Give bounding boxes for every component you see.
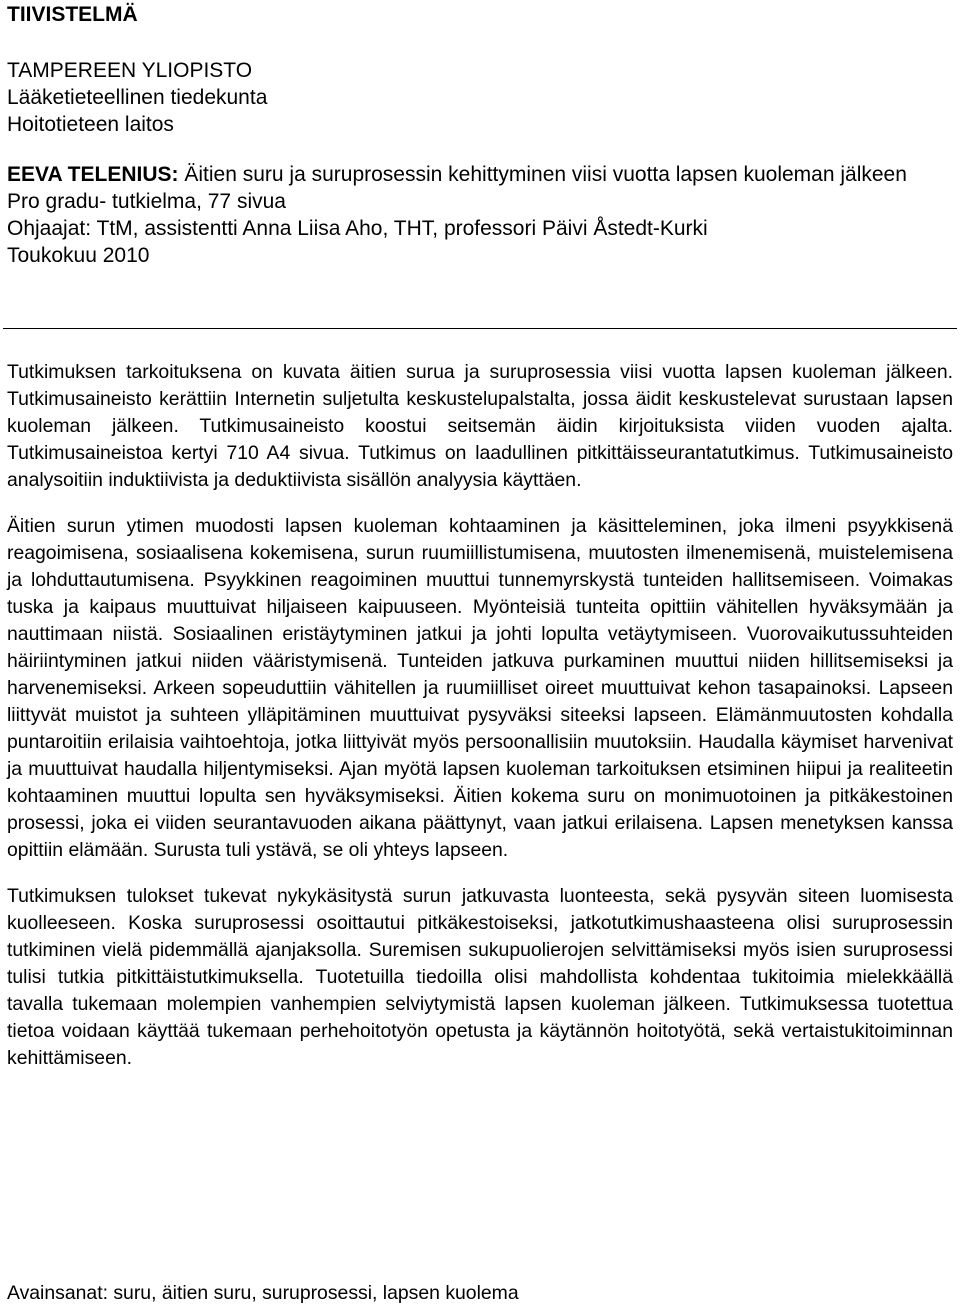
keywords: Avainsanat: suru, äitien suru, suruprosessi, lapsen kuolema	[7, 1282, 519, 1304]
abstract-paragraph-results: Äitien surun ytimen muodosti lapsen kuoleman kohtaaminen ja käsitteleminen, joka ilmeni psyykkisenä reagoimisena, sosiaalisena kokemisena, surun ruumiillistumisena, muutosten ilmenemisenä, muistelemisena ja lohduttautumisena. Psyykkinen reagoiminen muuttui tunnemyrskystä tunteiden hallitsemiseen. Voimakas tuska ja kaipaus muuttuivat hiljaiseen kaipuuseen. Myönteisiä tunteita opittiin vähitellen hyväksymään ja nauttimaan niistä. Sosiaalinen eristäytyminen jatkui ja johti lopulta vetäytymiseen. Vuorovaikutussuhteiden häiriintyminen jatkui niiden vääristymisenä. Tunteiden jatkuva purkaminen muuttui niiden hillitsemiseksi ja harvenemiseksi. Arkeen sopeuduttiin vähitellen ja ruumiilliset oireet muuttuivat kehon tasapainoksi. Lapseen liittyvät muistot ja suhteen ylläpitäminen muuttuivat pysyväksi siteeksi lapseen. Elämänmuutosten kohdalla puntaroitiin erilaisia vaihtoehtoja, jotka liittyivät myös persoonallisiin muutoksiin. Haudalla käymiset harvenivat ja muuttuivat haudalla hiljentymiseksi. Ajan myötä lapsen kuoleman tarkoituksen etsiminen hiipui ja realiteetin kohtaaminen muuttui lopulta sen hyväksymiseksi. Äitien kokema suru on monimuotoinen ja pitkäkestoinen prosessi, joka ei viiden seurantavuoden aikana päättynyt, vaan jatkui erilaisena. Lapsen menetyksen kanssa opittiin elämään. Surusta tuli ystävä, se oli yhteys lapseen.	[7, 515, 953, 861]
institution-block	[7, 57, 953, 138]
horizontal-divider	[3, 328, 957, 329]
faculty-name: Lääketieteellinen tiedekunta	[7, 86, 268, 109]
author-name: EEVA TELENIUS:	[7, 163, 179, 186]
thesis-title: Äitien suru ja suruprosessin kehittyminen viisi vuotta lapsen kuoleman jälkeen	[184, 163, 907, 186]
supervisors: Ohjaajat: TtM, assistentti Anna Liisa Aho, THT, professori Päivi Åstedt-Kurki	[7, 217, 708, 240]
thesis-info: Pro gradu- tutkielma, 77 sivua	[7, 190, 286, 213]
thesis-title-line	[7, 161, 953, 188]
abstract-paragraph-purpose: Tutkimuksen tarkoituksena on kuvata äitien surua ja suruprosessia viisi vuotta lapsen kuoleman jälkeen. Tutkimusaineisto kerättiin Internetin suljetulta keskustelupalstalta, jossa äidit keskustelevat surustaan lapsen kuoleman jälkeen. Tutkimusaineisto koostui seitsemän äidin kirjoituksista viiden vuoden ajalta. Tutkimusaineistoa kertyi 710 A4 sivua. Tutkimus on laadullinen pitkittäisseurantatutkimus. Tutkimusaineisto analysoitiin induktiivista ja deduktiivista sisällön analyysia käyttäen.	[7, 361, 953, 491]
department-name: Hoitotieteen laitos	[7, 113, 174, 136]
thesis-date: Toukokuu 2010	[7, 244, 150, 267]
document-page	[7, 0, 953, 269]
abstract-body	[7, 359, 953, 1091]
university-name: TAMPEREEN YLIOPISTO	[7, 59, 253, 82]
abstract-paragraph-conclusions: Tutkimuksen tulokset tukevat nykykäsitystä surun jatkuvasta luonteesta, sekä pysyvän siteen luomisesta kuolleeseen. Koska suruprosessi osoittautui pitkäkestoiseksi, jatkotutkimushaasteena olisi suruprosessin tutkiminen vielä pidemmällä ajanjaksolla. Suremisen sukupuolierojen selvittämiseksi myös isien suruprosessi tulisi tutkia pitkittäistutkimuksella. Tuotetuilla tiedoilla olisi mahdollista kohdentaa tukitoimia mielekkäällä tavalla tukemaan molempien vanhempien selviytymistä lapsen kuoleman jälkeen. Tutkimuksessa tuotettua tietoa voidaan käyttää tukemaan perhehoitotyön opetusta ja käytännön hoitotyötä, sekä vertaistukitoiminnan kehittämiseen.	[7, 885, 953, 1069]
thesis-meta	[7, 161, 953, 269]
document-heading: TIIVISTELMÄ	[7, 3, 138, 26]
